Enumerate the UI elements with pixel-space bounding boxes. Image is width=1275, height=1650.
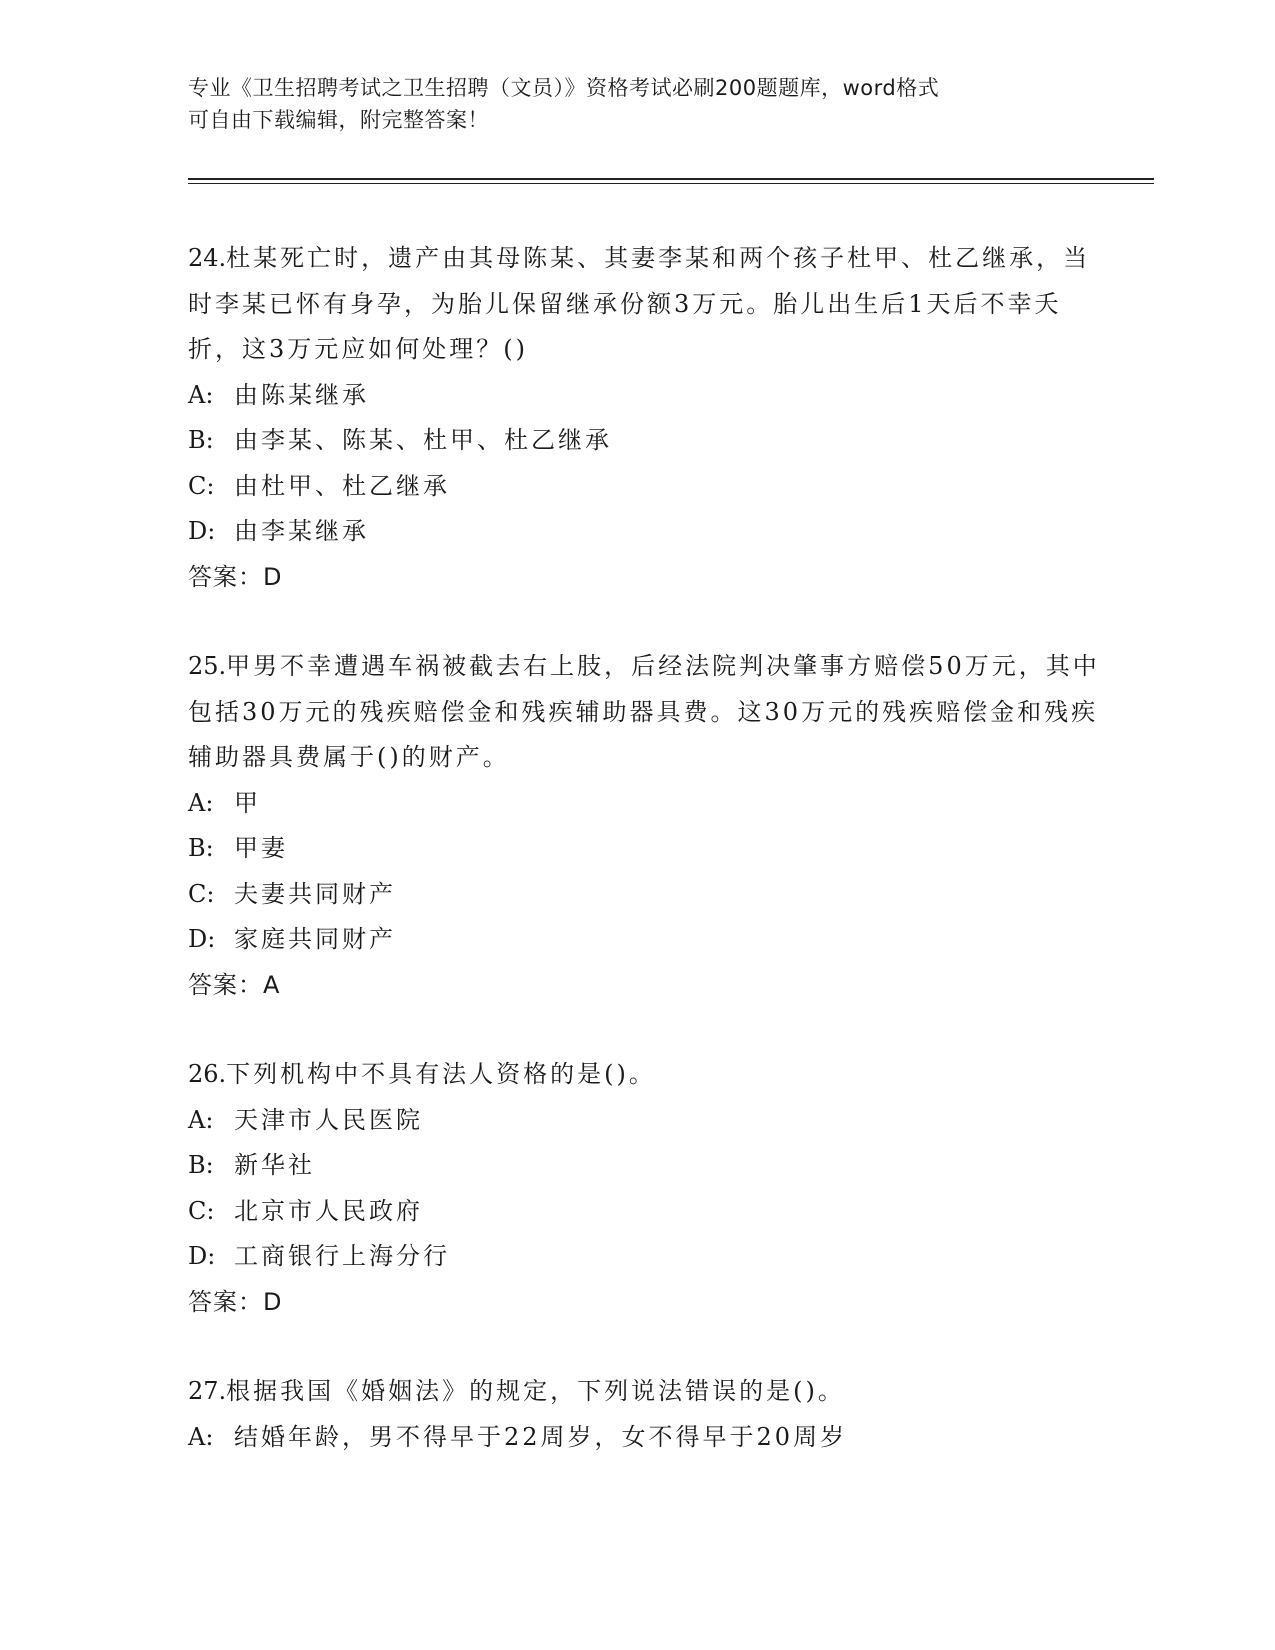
option-c [188,872,1108,918]
option-text: 北京市人民政府 [234,1196,423,1225]
question-text: 杜某死亡时，遗产由其母陈某、其妻李某和两个孩子杜甲、杜乙继承，当时李某已怀有身孕，为胎儿保留继承份额3万元。胎儿出生后1天后不幸夭折，这3万元应如何处理？() [188,244,1091,363]
answer-line: 答案：D [188,562,283,591]
question-26 [188,1052,1108,1325]
option-a [188,781,1108,827]
option-key: D: [188,925,216,953]
option-text: 天津市人民医院 [234,1105,423,1134]
header-divider [188,178,1154,184]
option-a [188,373,1108,419]
option-d [188,509,1108,555]
option-b [188,1143,1108,1189]
option-d [188,1234,1108,1280]
option-text: 甲妻 [234,834,288,862]
answer-line: 答案：D [188,1287,283,1316]
option-text: 家庭共同财产 [234,925,396,953]
question-24 [188,236,1108,600]
header-line-2: 可自由下载编辑，附完整答案！ [188,108,489,132]
option-text: 由李某、陈某、杜甲、杜乙继承 [234,426,612,454]
option-key: C: [188,879,215,908]
option-key: A: [188,1105,214,1134]
option-key: B: [188,1151,214,1179]
option-b [188,826,1108,872]
option-key: D: [188,1242,216,1270]
question-number: 26. [188,1060,227,1088]
option-text: 夫妻共同财产 [234,879,396,908]
document-header [188,72,1088,136]
option-key: B: [188,834,214,862]
option-b [188,418,1108,464]
question-text: 甲男不幸遭遇车祸被截去右上肢，后经法院判决肇事方赔偿50万元，其中包括30万元的残疾赔偿金和残疾辅助器具费。这30万元的残疾赔偿金和残疾辅助器具费属于()的财产。 [188,652,1100,771]
option-a [188,1415,1108,1461]
question-number: 24. [188,244,227,272]
question-stem [188,1369,1108,1415]
option-text: 由李某继承 [234,517,369,545]
option-key: B: [188,426,214,454]
question-stem [188,236,1108,373]
option-key: A: [188,1422,214,1451]
question-27 [188,1369,1108,1460]
option-text: 甲 [234,788,261,817]
option-c [188,464,1108,510]
option-key: A: [188,788,214,817]
option-text: 由陈某继承 [234,380,369,409]
option-text: 结婚年龄，男不得早于22周岁，女不得早于20周岁 [234,1422,848,1451]
question-number: 27. [188,1377,227,1405]
option-key: C: [188,1196,215,1225]
question-stem [188,1052,1108,1098]
option-key: D: [188,517,216,545]
option-text: 工商银行上海分行 [234,1242,450,1270]
question-25 [188,644,1108,1008]
option-d [188,917,1108,963]
question-list [188,236,1108,1504]
question-text: 下列机构中不具有法人资格的是()。 [226,1060,656,1088]
option-text: 由杜甲、杜乙继承 [234,471,450,500]
option-key: C: [188,471,215,500]
question-number: 25. [188,652,227,680]
header-line-1: 专业《卫生招聘考试之卫生招聘（文员）》资格考试必刷200题题库，word格式 [188,76,940,100]
option-a [188,1098,1108,1144]
question-stem [188,644,1108,781]
option-text: 新华社 [234,1151,315,1179]
option-key: A: [188,380,214,409]
option-c [188,1189,1108,1235]
question-text: 根据我国《婚姻法》的规定，下列说法错误的是()。 [226,1377,845,1405]
answer-line: 答案：A [188,970,281,999]
